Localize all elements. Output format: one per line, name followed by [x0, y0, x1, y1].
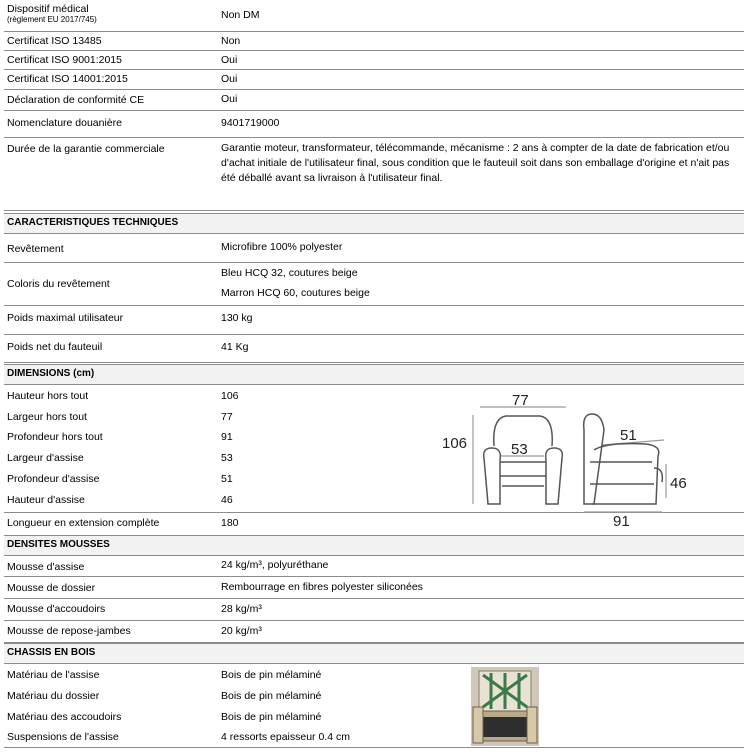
row-value: 130 kg [221, 312, 253, 324]
front-right-armrest [546, 448, 563, 504]
row-label: Mousse de repose-jambes [7, 625, 131, 637]
row-label: Nomenclature douanière [7, 117, 122, 129]
side-seat [590, 462, 662, 484]
row-coloris [4, 263, 744, 306]
row-value: 9401719000 [221, 117, 280, 129]
side-armrest [592, 444, 659, 504]
section-title: CHASSIS EN BOIS [7, 647, 96, 658]
row-label: Mousse d'accoudoirs [7, 603, 106, 615]
row-foam-legrest [4, 621, 744, 643]
row-label: Revêtement [7, 243, 64, 255]
row-iso13485 [4, 32, 744, 51]
diagram-seat-depth-text: 51 [620, 427, 637, 444]
chassis-photo-drawing [471, 667, 539, 746]
section-dimensions-header [4, 364, 744, 385]
row-value: 20 kg/m³ [221, 625, 262, 637]
divider [4, 747, 744, 748]
row-iso9001 [4, 51, 744, 70]
medical-device-label [7, 3, 97, 24]
chassis-label: Suspensions de l'assise [7, 731, 119, 743]
diagram-depth-text: 91 [613, 513, 630, 528]
chair-dimensions-diagram [436, 386, 696, 528]
diagram-seat-width-text: 53 [511, 441, 528, 458]
row-value: Oui [221, 73, 238, 85]
medical-device-value: Non DM [221, 9, 260, 21]
dim-label: Profondeur d'assise [7, 473, 100, 485]
row-value: Rembourrage en fibres polyester siliconées [221, 581, 423, 593]
row-value: 28 kg/m³ [221, 603, 262, 615]
row-label: Poids maximal utilisateur [7, 312, 124, 324]
front-left-armrest [484, 448, 501, 504]
dim-value: 91 [221, 431, 233, 443]
diagram-seat-height-text: 46 [670, 475, 687, 492]
chassis-value: Bois de pin mélaminé [221, 711, 322, 723]
chassis-label: Matériau de l'assise [7, 669, 100, 681]
row-label: Certificat ISO 9001:2015 [7, 54, 122, 66]
coloris-value-1: Bleu HCQ 32, coutures beige [221, 267, 358, 279]
row-label: Mousse d'assise [7, 561, 85, 573]
medical-device-label-main: Dispositif médical [7, 3, 89, 15]
warranty-value: Garantie moteur, transformateur, télécommande, mécanisme : 2 ans à compter de la date de fabrication et/ou d'achat initiale de l'utilisateur final, sous condition que le fauteuil soit dans son emballage d'origine et n'ait pas été déballé avant sa livraison à l'utilisateur final. [221, 142, 730, 184]
diagram-width-text: 77 [512, 392, 529, 409]
row-value: 41 Kg [221, 341, 249, 353]
chassis-value: Bois de pin mélaminé [221, 690, 322, 702]
row-label: Poids net du fauteuil [7, 341, 103, 353]
row-label: Déclaration de conformité CE [7, 94, 145, 106]
row-foam-back [4, 577, 744, 599]
dim-value: 77 [221, 411, 233, 423]
row-warranty [4, 138, 744, 211]
row-poids-net [4, 335, 744, 363]
chassis-photo [471, 667, 539, 746]
row-iso14001 [4, 70, 744, 90]
section-title: CARACTERISTIQUES TECHNIQUES [7, 217, 179, 228]
row-poids-max [4, 306, 744, 335]
row-label: Certificat ISO 14001:2015 [7, 73, 128, 85]
row-value: Oui [221, 54, 238, 66]
row-value: Oui [221, 93, 238, 105]
row-medical-device [4, 0, 744, 32]
row-label: Mousse de dossier [7, 582, 96, 594]
dim-label: Hauteur d'assise [7, 494, 85, 506]
chassis-label: Matériau des accoudoirs [7, 711, 122, 723]
coloris-value-2: Marron HCQ 60, coutures beige [221, 287, 370, 299]
row-foam-seat [4, 556, 744, 577]
dim-value: 51 [221, 473, 233, 485]
dim-value: 53 [221, 452, 233, 464]
row-ce-declaration [4, 90, 744, 111]
dim-value: 106 [221, 390, 239, 402]
row-value: 180 [221, 517, 239, 529]
warranty-label: Durée de la garantie commerciale [7, 143, 165, 155]
dim-value: 46 [221, 494, 233, 506]
row-label: Longueur en extension complète [7, 517, 160, 529]
section-title: DENSITES MOUSSES [7, 539, 110, 550]
dim-label: Largeur d'assise [7, 452, 84, 464]
chassis-value: Bois de pin mélaminé [221, 669, 322, 681]
row-label: Certificat ISO 13485 [7, 35, 102, 47]
section-title: DIMENSIONS (cm) [7, 368, 95, 379]
dim-label: Profondeur hors tout [7, 431, 103, 443]
row-value: Microfibre 100% polyester [221, 241, 343, 253]
row-customs-code [4, 111, 744, 138]
front-seat [500, 462, 546, 486]
chassis-label: Matériau du dossier [7, 690, 100, 702]
medical-device-label-sub: (règlement EU 2017/745) [7, 15, 97, 24]
section-chassis-header [4, 643, 744, 664]
row-revetement [4, 234, 744, 263]
row-value: Non [221, 35, 241, 47]
diagram-height-text: 106 [442, 435, 468, 452]
row-label: Coloris du revêtement [7, 278, 110, 290]
section-foams-header [4, 535, 744, 556]
dim-label: Hauteur hors tout [7, 390, 89, 402]
chassis-value: 4 ressorts epaisseur 0.4 cm [221, 731, 350, 743]
section-technical-header [4, 213, 744, 234]
row-foam-armrest [4, 599, 744, 621]
side-backrest [584, 414, 604, 504]
row-value: 24 kg/m³, polyuréthane [221, 559, 329, 571]
dim-label: Largeur hors tout [7, 411, 87, 423]
